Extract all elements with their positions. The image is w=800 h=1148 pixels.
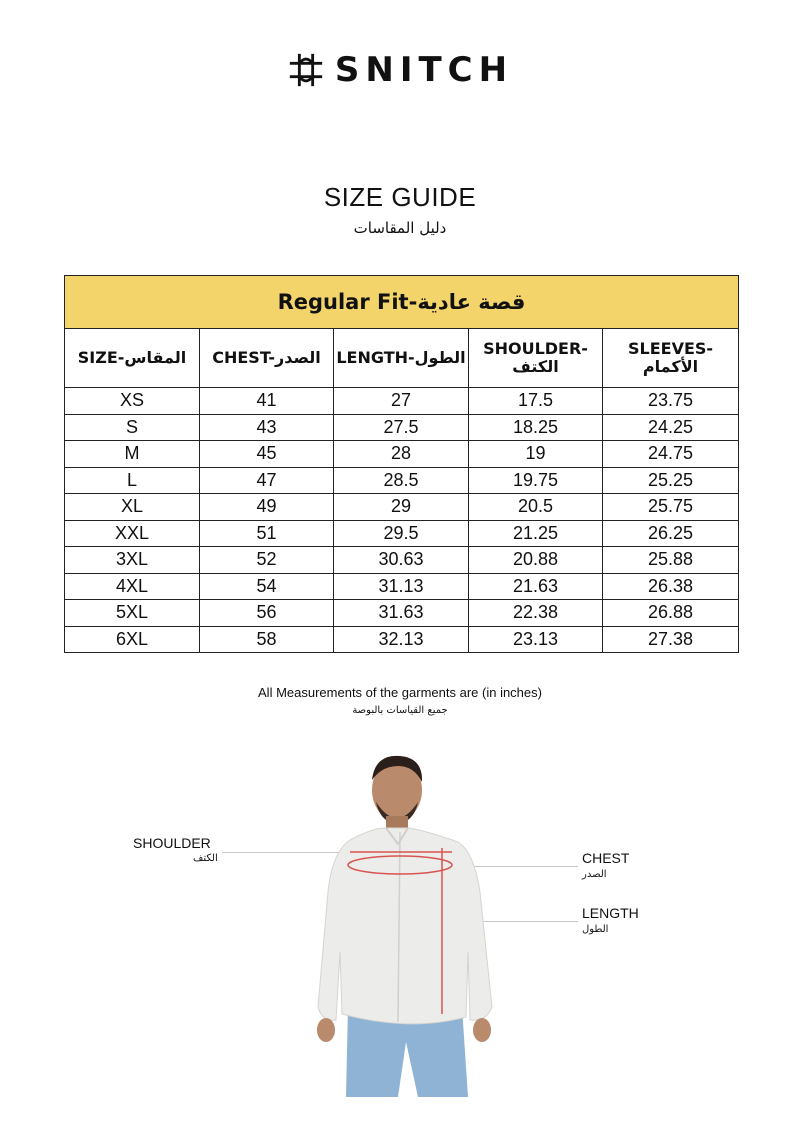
table-row [65,600,739,627]
table-cell: 30.63 [334,547,469,574]
table-cell: S [65,414,200,441]
table-cell: 26.25 [603,520,739,547]
table-cell: 52 [200,547,334,574]
table-cell: 19 [469,441,603,468]
table-cell: 3XL [65,547,200,574]
page-title-arabic: دليل المقاسات [353,219,447,237]
fit-label: Regular Fit-قصة عادية [65,276,739,329]
table-row [65,414,739,441]
table-row [65,388,739,415]
page-title: SIZE GUIDE [323,182,477,212]
table-cell: 25.75 [603,494,739,521]
table-cell: 25.25 [603,467,739,494]
measurement-note: All Measurements of the garments are (in inches) [258,685,542,700]
chest-label: CHEST [582,850,630,866]
table-cell: 32.13 [334,626,469,653]
model-figure-image [310,752,510,1097]
col-header-chest: CHEST-الصدر [200,329,334,388]
table-cell: 28 [334,441,469,468]
table-cell: 27.5 [334,414,469,441]
table-cell: 21.63 [469,573,603,600]
table-cell: 58 [200,626,334,653]
chest-label-arabic: الصدر [582,869,607,880]
table-cell: 31.63 [334,600,469,627]
fit-header-row [65,276,739,329]
table-cell: 27 [334,388,469,415]
table-cell: 18.25 [469,414,603,441]
brand-name: SNITCH [334,50,514,90]
table-cell: 24.25 [603,414,739,441]
table-cell: 25.88 [603,547,739,574]
table-cell: 29.5 [334,520,469,547]
table-row [65,547,739,574]
table-cell: 6XL [65,626,200,653]
table-cell: 47 [200,467,334,494]
col-header-sleeves: SLEEVES- الأكمام [603,329,739,388]
table-row [65,520,739,547]
table-cell: XS [65,388,200,415]
table-cell: 5XL [65,600,200,627]
table-row [65,441,739,468]
table-cell: 26.88 [603,600,739,627]
table-cell: 45 [200,441,334,468]
table-row [65,626,739,653]
shoulder-label: SHOULDER [133,835,211,851]
table-cell: 24.75 [603,441,739,468]
shoulder-label-arabic: الكتف [193,853,218,864]
table-row [65,494,739,521]
table-cell: M [65,441,200,468]
table-cell: 43 [200,414,334,441]
table-cell: 21.25 [469,520,603,547]
table-cell: 54 [200,573,334,600]
table-cell: 29 [334,494,469,521]
table-cell: 23.75 [603,388,739,415]
table-cell: L [65,467,200,494]
length-label: LENGTH [582,905,639,921]
table-cell: 56 [200,600,334,627]
table-cell: 20.5 [469,494,603,521]
table-cell: XXL [65,520,200,547]
table-row [65,573,739,600]
hash-logo-icon [287,51,325,89]
table-row [65,467,739,494]
table-cell: 20.88 [469,547,603,574]
column-header-row [65,329,739,388]
table-cell: 4XL [65,573,200,600]
table-cell: 27.38 [603,626,739,653]
table-cell: 17.5 [469,388,603,415]
brand-logo [0,50,800,90]
table-cell: 41 [200,388,334,415]
size-table [64,275,739,653]
table-cell: 49 [200,494,334,521]
table-cell: 23.13 [469,626,603,653]
table-cell: 19.75 [469,467,603,494]
col-header-length: LENGTH-الطول [334,329,469,388]
table-cell: 31.13 [334,573,469,600]
measurement-note-arabic: جميع القياسات بالبوصة [352,705,448,716]
table-cell: 26.38 [603,573,739,600]
table-cell: 28.5 [334,467,469,494]
table-cell: 51 [200,520,334,547]
col-header-shoulder: SHOULDER- الكتف [469,329,603,388]
length-label-arabic: الطول [582,924,609,935]
col-header-size: SIZE-المقاس [65,329,200,388]
table-cell: 22.38 [469,600,603,627]
table-cell: XL [65,494,200,521]
